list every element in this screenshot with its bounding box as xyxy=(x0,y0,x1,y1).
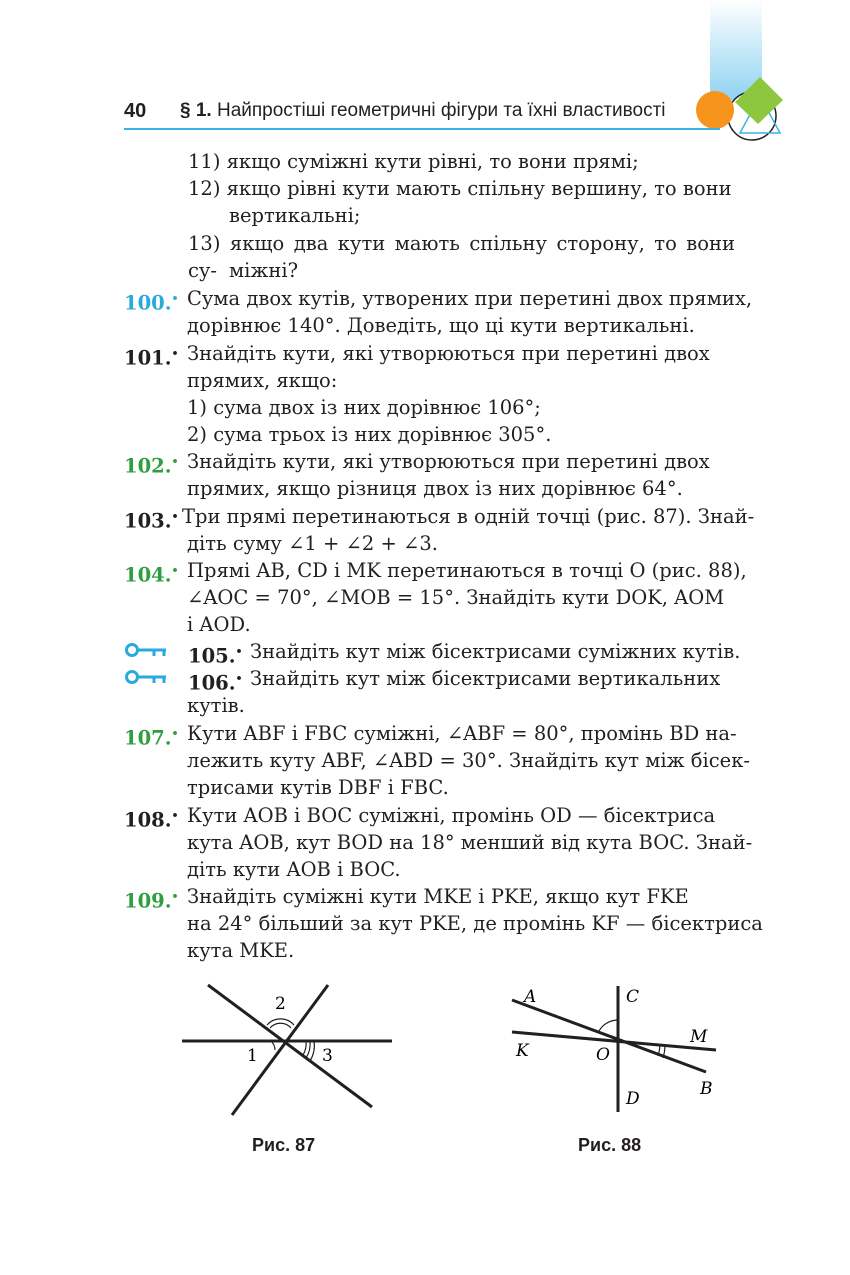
problem-107-line2: лежить куту ABF, ∠ABD = 30°. Знайдіть кут між бісек- xyxy=(187,749,750,772)
point-label-M: M xyxy=(690,1027,708,1047)
angle-label-2: 2 xyxy=(275,994,286,1014)
problem-102-line2: прямих, якщо різниця двох із них дорівнює 64°. xyxy=(187,477,683,500)
problem-107-line1: Кути ABF і FBC суміжні, ∠ABF = 80°, промінь BD на- xyxy=(187,722,737,745)
point-label-D: D xyxy=(626,1089,640,1109)
key-icon xyxy=(124,669,170,685)
problem-101-sub2: 2) сума трьох із них дорівнює 305°. xyxy=(187,423,552,446)
problem-108-line1: Кути AOB і BOC суміжні, промінь OD — бісектриса xyxy=(187,804,716,827)
problem-102-number: 102.• xyxy=(124,454,179,478)
problem-109-line2: на 24° більший за кут PKE, де промінь KF — бісектриса xyxy=(187,912,763,935)
item-13-line2: міжні? xyxy=(229,259,299,282)
problem-109-line3: кута MKE. xyxy=(187,939,295,962)
problem-102-line1: Знайдіть кути, які утворюються при перетині двох xyxy=(187,450,710,473)
problem-101-line2: прямих, якщо: xyxy=(187,369,338,392)
problem-104-line1: Прямі AB, CD і MK перетинаються в точці O (рис. 88), xyxy=(187,559,747,582)
problem-105-number: 105.• xyxy=(188,644,243,668)
problem-100-line1: Сума двох кутів, утворених при перетині двох прямих, xyxy=(187,287,753,310)
problem-100-line2: дорівнює 140°. Доведіть, що ці кути вертикальні. xyxy=(187,314,695,337)
angle-2-arc-inner xyxy=(270,1023,291,1028)
problem-106-line2: кутів. xyxy=(187,694,245,717)
problem-103-number: 103.• xyxy=(124,509,179,533)
orange-circle-icon xyxy=(696,91,734,129)
problem-103-line1: Три прямі перетинаються в одній точці (рис. 87). Знай- xyxy=(182,505,755,528)
problem-108-number: 108.• xyxy=(124,808,179,832)
problem-101-number: 101.• xyxy=(124,346,179,370)
figure-87 xyxy=(170,975,410,1125)
problem-104-line3: і AOD. xyxy=(187,613,251,636)
line-descending xyxy=(208,985,372,1107)
section-title xyxy=(180,100,666,122)
angle-label-1: 1 xyxy=(247,1046,258,1066)
item-12-line2: вертикальні; xyxy=(229,204,361,227)
problem-100-number: 100.• xyxy=(124,291,179,315)
problem-109-number: 109.• xyxy=(124,889,179,913)
point-label-K: K xyxy=(516,1041,529,1061)
page-header xyxy=(0,0,850,140)
angle-3-arc-1 xyxy=(303,1041,306,1055)
point-label-A: A xyxy=(524,987,537,1007)
section-mark: § 1. xyxy=(180,100,212,121)
problem-109-line1: Знайдіть суміжні кути MKE і PKE, якщо кут FKE xyxy=(187,885,689,908)
problem-106-line1: Знайдіть кут між бісектрисами вертикальних xyxy=(250,667,721,690)
problem-101-line1: Знайдіть кути, які утворюються при перетині двох xyxy=(187,342,710,365)
problem-107-line3: трисами кутів DBF і FBC. xyxy=(187,776,449,799)
item-12-line1: 12) якщо рівні кути мають спільну вершину, то вони xyxy=(188,177,732,200)
problem-108-line3: діть кути AOB і BOC. xyxy=(187,858,401,881)
line-KM xyxy=(512,1032,716,1050)
point-label-O: O xyxy=(596,1045,610,1065)
problem-107-number: 107.• xyxy=(124,726,179,750)
page-number: 40 xyxy=(124,100,147,122)
item-11: 11) якщо суміжні кути рівні, то вони прямі; xyxy=(188,150,639,173)
angle-label-3: 3 xyxy=(322,1046,333,1066)
problem-106-number: 106.• xyxy=(188,671,243,695)
problem-103-line2: діть суму ∠1 + ∠2 + ∠3. xyxy=(187,532,438,555)
figure-88 xyxy=(500,980,740,1130)
header-rule xyxy=(124,128,720,130)
problem-101-sub1: 1) сума двох із них дорівнює 106°; xyxy=(187,396,541,419)
problem-108-line2: кута AOB, кут BOD на 18° менший від кута BOC. Знай- xyxy=(187,831,753,854)
problem-105-line1: Знайдіть кут між бісектрисами суміжних кутів. xyxy=(250,640,741,663)
point-label-C: C xyxy=(626,987,640,1007)
angle-2-arc-outer xyxy=(267,1019,294,1025)
section-title-text: Найпростіші геометричні фігури та їхні властивості xyxy=(216,100,666,121)
figure-87-caption: Рис. 87 xyxy=(252,1135,316,1155)
figure-88-caption: Рис. 88 xyxy=(578,1135,642,1155)
problem-104-line2: ∠AOC = 70°, ∠MOB = 15°. Знайдіть кути DOK, AOM xyxy=(187,586,725,609)
key-icon xyxy=(124,642,170,658)
item-13-line1: 13) якщо два кути мають спільну сторону, то вони су- xyxy=(188,232,735,282)
problem-104-number: 104.• xyxy=(124,563,179,587)
angle-AOC-arc xyxy=(598,1020,618,1033)
point-label-B: B xyxy=(700,1079,713,1099)
